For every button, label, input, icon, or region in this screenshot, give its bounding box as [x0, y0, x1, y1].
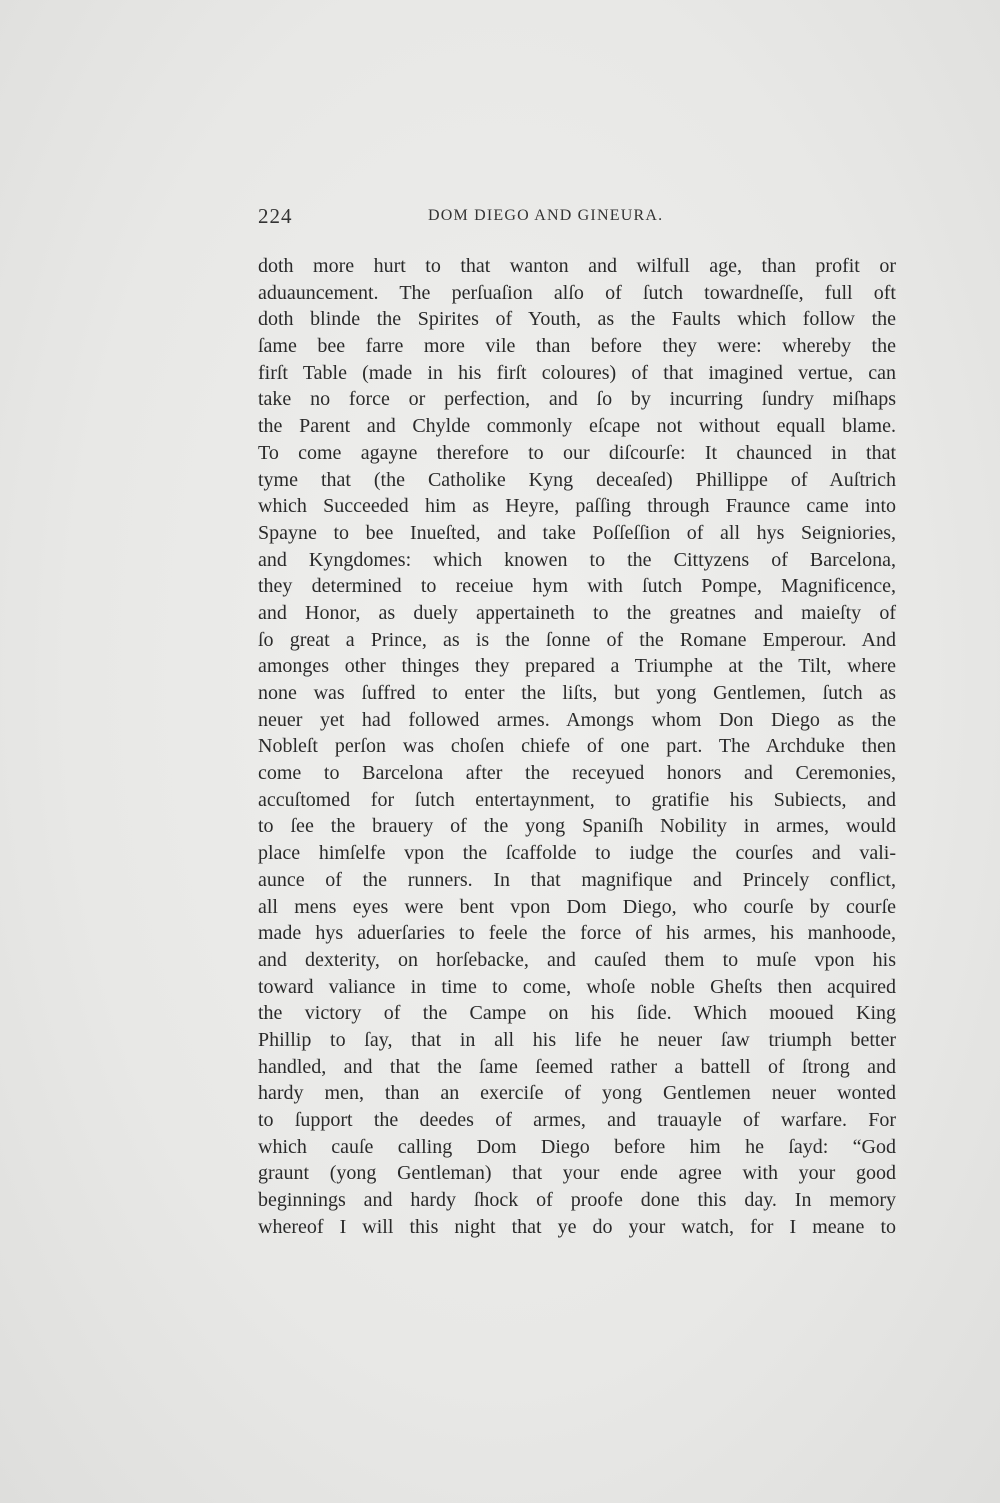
text-line: which cauſe calling Dom Diego before him he ſayd: “God: [258, 1135, 896, 1158]
text-line: aduauncement. The perſuaſion alſo of ſutch towardneſſe, full oft: [258, 281, 896, 304]
text-line: toward valiance in time to come, whoſe noble Gheſts then acquired: [258, 975, 896, 998]
text-line: ſo great a Prince, as is the ſonne of the Romane Emperour. And: [258, 628, 896, 651]
text-line: all mens eyes were bent vpon Dom Diego, who courſe by courſe: [258, 895, 896, 918]
text-line: doth more hurt to that wanton and wilfull age, than profit or: [258, 255, 896, 277]
text-line: aunce of the runners. In that magnifique and Princely conflict,: [258, 868, 896, 891]
body-text: [258, 253, 896, 1240]
text-line: the victory of the Campe on his ſide. Which mooued King: [258, 1002, 896, 1025]
text-line: the Parent and Chylde commonly eſcape not without equall blame.: [258, 415, 896, 438]
text-line: accuſtomed for ſutch entertaynment, to gratifie his Subiects, and: [258, 788, 896, 811]
text-line: To come agayne therefore to our diſcourſe: It chaunced in that: [258, 441, 896, 464]
running-head: DOM DIEGO AND GINEURA.: [428, 207, 664, 224]
text-line: neuer yet had followed armes. Amongs whom Don Diego as the: [258, 708, 896, 731]
text-line: doth blinde the Spirites of Youth, as the Faults which follow the: [258, 308, 896, 331]
text-line: graunt (yong Gentleman) that your ende agree with your good: [258, 1162, 896, 1185]
text-line: Spayne to bee Inueſted, and take Poſſeſſion of all hys Seigniories,: [258, 521, 896, 544]
text-line: beginnings and hardy ſhock of proofe done this day. In memory: [258, 1189, 896, 1212]
text-line: tyme that (the Catholike Kyng deceaſed) Phillippe of Auſtrich: [258, 468, 896, 491]
text-line: amonges other thinges they prepared a Triumphe at the Tilt, where: [258, 655, 896, 678]
text-line: they determined to receiue hym with ſutch Pompe, Magnificence,: [258, 575, 896, 598]
text-line: and dexterity, on horſebacke, and cauſed them to muſe vpon his: [258, 948, 896, 971]
text-line: and Kyngdomes: which knowen to the Cittyzens of Barcelona,: [258, 548, 896, 571]
text-line: handled, and that the ſame ſeemed rather a battell of ſtrong and: [258, 1055, 896, 1078]
text-line: take no force or perfection, and ſo by incurring ſundry miſhaps: [258, 388, 896, 411]
text-line: Phillip to ſay, that in all his life he neuer ſaw triumph better: [258, 1028, 896, 1051]
page-header: [258, 204, 896, 234]
text-line: and Honor, as duely appertaineth to the greatnes and maieſty of: [258, 601, 896, 624]
text-line: come to Barcelona after the receyued honors and Ceremonies,: [258, 762, 896, 785]
text-line: to ſee the brauery of the yong Spaniſh Nobility in armes, would: [258, 815, 896, 838]
text-line: ſame bee farre more vile than before they were: whereby the: [258, 335, 896, 358]
text-line: Nobleſt perſon was choſen chiefe of one part. The Archduke then: [258, 735, 896, 758]
text-line: to ſupport the deedes of armes, and trauayle of warfare. For: [258, 1109, 896, 1131]
text-line: firſt Table (made in his firſt coloures) of that imagined vertue, can: [258, 361, 896, 384]
page-number: 224: [258, 204, 293, 228]
text-line: made hys aduerſaries to feele the force of his armes, his manhoode,: [258, 922, 896, 945]
text-line: none was ſuffred to enter the liſts, but yong Gentlemen, ſutch as: [258, 682, 896, 704]
text-line: place himſelfe vpon the ſcaffolde to iudge the courſes and vali-: [258, 842, 896, 865]
text-line: which Succeeded him as Heyre, paſſing through Fraunce came into: [258, 495, 896, 518]
text-line: hardy men, than an exerciſe of yong Gentlemen neuer wonted: [258, 1082, 896, 1105]
text-line: whereof I will this night that ye do your watch, for I meane to: [258, 1215, 896, 1238]
